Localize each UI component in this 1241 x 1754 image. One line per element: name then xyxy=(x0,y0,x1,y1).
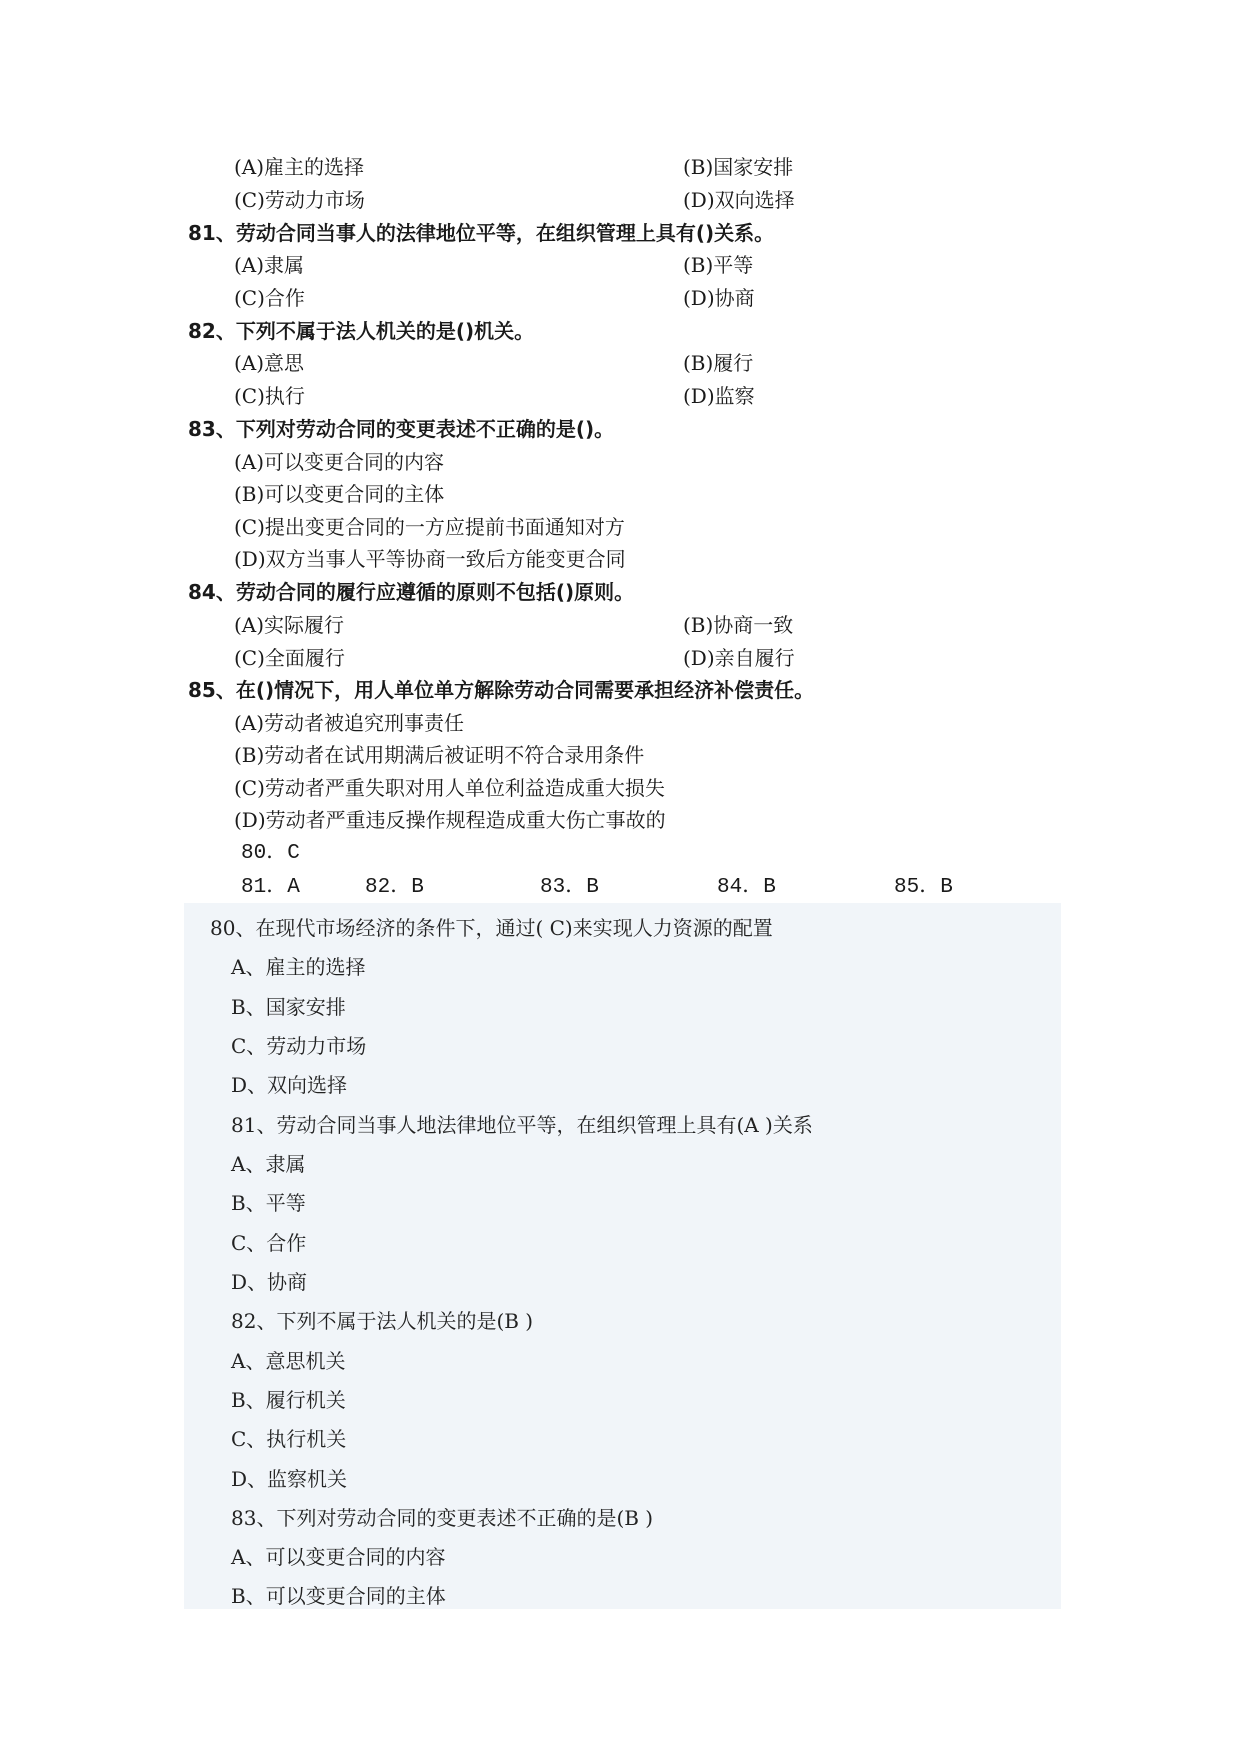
panel-q81-option-d: D、协商 xyxy=(231,1270,308,1294)
panel-q82-stem: 82、下列不属于法人机关的是(B ) xyxy=(231,1309,534,1333)
answer-84: 84．B xyxy=(717,876,776,899)
q84-option-d: (D)亲自履行 xyxy=(683,646,795,670)
q82-option-c: (C)执行 xyxy=(234,384,305,408)
q81-stem: 81、劳动合同当事人的法律地位平等，在组织管理上具有()关系。 xyxy=(188,221,775,245)
panel-q82-option-d: D、监察机关 xyxy=(231,1467,348,1491)
panel-q82-option-c: C、执行机关 xyxy=(231,1427,347,1451)
answer-81: 81．A xyxy=(241,876,300,899)
q80-option-a: (A)雇主的选择 xyxy=(234,155,365,179)
q85-option-a: (A)劳动者被追究刑事责任 xyxy=(234,711,465,735)
panel-q80-option-c: C、劳动力市场 xyxy=(231,1034,367,1058)
q84-option-a: (A)实际履行 xyxy=(234,613,345,637)
q85-option-b: (B)劳动者在试用期满后被证明不符合录用条件 xyxy=(234,743,645,767)
panel-q81-option-b: B、平等 xyxy=(231,1191,306,1215)
q83-option-a: (A)可以变更合同的内容 xyxy=(234,450,445,474)
q83-option-d: (D)双方当事人平等协商一致后方能变更合同 xyxy=(234,547,626,571)
q81-option-b: (B)平等 xyxy=(683,253,754,277)
answer-panel xyxy=(184,903,1061,1609)
q84-option-b: (B)协商一致 xyxy=(683,613,794,637)
q84-stem: 84、劳动合同的履行应遵循的原则不包括()原则。 xyxy=(188,580,635,604)
panel-q83-option-a: A、可以变更合同的内容 xyxy=(231,1545,446,1569)
answer-83: 83．B xyxy=(540,876,599,899)
panel-q82-option-b: B、履行机关 xyxy=(231,1388,346,1412)
q84-option-c: (C)全面履行 xyxy=(234,646,345,670)
q83-option-b: (B)可以变更合同的主体 xyxy=(234,482,445,506)
panel-q80-stem: 80、在现代市场经济的条件下，通过( C)来实现人力资源的配置 xyxy=(210,916,773,940)
panel-q81-option-c: C、合作 xyxy=(231,1231,307,1255)
panel-q82-option-a: A、意思机关 xyxy=(231,1349,346,1373)
q80-option-b: (B)国家安排 xyxy=(683,155,794,179)
answer-80: 80．C xyxy=(241,842,300,865)
q82-option-d: (D)监察 xyxy=(683,384,755,408)
answer-82: 82．B xyxy=(365,876,424,899)
panel-q83-stem: 83、下列对劳动合同的变更表述不正确的是(B ) xyxy=(231,1506,654,1530)
q82-option-a: (A)意思 xyxy=(234,351,305,375)
answer-85: 85．B xyxy=(894,876,953,899)
q85-stem: 85、在()情况下，用人单位单方解除劳动合同需要承担经济补偿责任。 xyxy=(188,678,815,702)
q81-option-a: (A)隶属 xyxy=(234,253,305,277)
q85-option-d: (D)劳动者严重违反操作规程造成重大伤亡事故的 xyxy=(234,808,666,832)
q80-option-d: (D)双向选择 xyxy=(683,188,795,212)
q83-option-c: (C)提出变更合同的一方应提前书面通知对方 xyxy=(234,515,625,539)
q83-stem: 83、下列对劳动合同的变更表述不正确的是()。 xyxy=(188,417,615,441)
q80-option-c: (C)劳动力市场 xyxy=(234,188,365,212)
panel-q80-option-a: A、雇主的选择 xyxy=(231,955,366,979)
q85-option-c: (C)劳动者严重失职对用人单位利益造成重大损失 xyxy=(234,776,665,800)
panel-q80-option-d: D、双向选择 xyxy=(231,1073,348,1097)
q81-option-c: (C)合作 xyxy=(234,286,305,310)
q82-option-b: (B)履行 xyxy=(683,351,754,375)
panel-q80-option-b: B、国家安排 xyxy=(231,995,346,1019)
panel-q81-stem: 81、劳动合同当事人地法律地位平等，在组织管理上具有(A )关系 xyxy=(231,1113,813,1137)
q82-stem: 82、下列不属于法人机关的是()机关。 xyxy=(188,319,535,343)
panel-q81-option-a: A、隶属 xyxy=(231,1152,306,1176)
panel-q83-option-b: B、可以变更合同的主体 xyxy=(231,1584,446,1608)
q81-option-d: (D)协商 xyxy=(683,286,755,310)
